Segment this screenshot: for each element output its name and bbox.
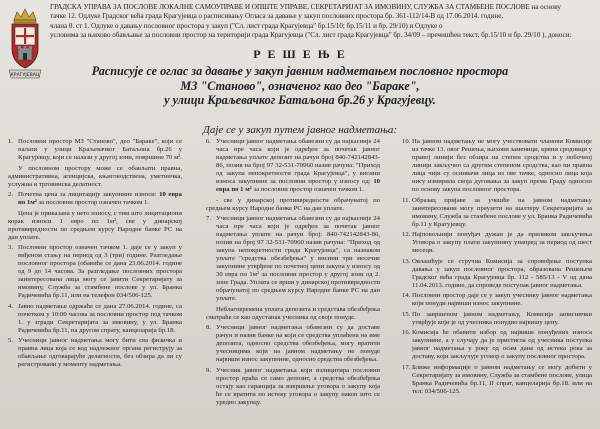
paragraph-number: 12. bbox=[402, 231, 411, 238]
paragraph-number: 14. bbox=[402, 292, 411, 299]
numbered-paragraph bbox=[206, 138, 380, 194]
paragraph-number: 11. bbox=[402, 196, 411, 204]
paragraph-number: 10. bbox=[402, 138, 411, 145]
paragraph-number: 4. bbox=[8, 302, 14, 310]
decision-heading: Р Е Ш Е Њ Е bbox=[253, 47, 347, 61]
paragraph-number: 2. bbox=[8, 191, 14, 198]
title-line: у улици Краљевачког Батаљона бр.26 у Крагујевцу. bbox=[164, 93, 436, 107]
numbered-paragraph bbox=[8, 303, 182, 335]
header-line: ГРАДСКА УПРАВА ЗА ПОСЛОВЕ ЛОКАЛНЕ САМОУПРАВЕ И ОПШТЕ УПРАВЕ, СЕКРЕТАРИЈАТ ЗА ИМОВИНУ, СЛУЖБА ЗА СТАМБЕНЕ ПОСЛОВЕ на основу bbox=[50, 3, 561, 11]
paragraph-number: 13. bbox=[402, 257, 411, 265]
header-line: члана 8. ст 1. Одлуке о давању пословног простора у закуп ("Сл. лист града Крагујевца" бр.15/10; бр.15/11 и бр. 29/10) и Одлуке о bbox=[50, 21, 443, 30]
kragujevac-coat-of-arms bbox=[6, 6, 44, 82]
numbered-paragraph bbox=[206, 215, 380, 303]
paragraph-text: Најповољнији понуђач дужан је да приликом закључења Уговора о закупу плати закупнину унапред за период од шест месеци. bbox=[412, 231, 592, 254]
numbered-paragraph bbox=[8, 191, 182, 207]
numbered-paragraph bbox=[8, 244, 182, 300]
numbered-paragraph bbox=[402, 329, 592, 361]
paragraph bbox=[206, 306, 380, 322]
paragraph-text: Почетна цена за лицитацију закупнине износи: bbox=[18, 191, 157, 198]
paragraph-number: 5. bbox=[8, 337, 14, 344]
paragraph bbox=[206, 197, 380, 213]
numbered-paragraph bbox=[8, 138, 182, 162]
paragraph-text: Учесници јавног надметања могу бити сва физичка и правна лица која се код надлежног органа региструју за обављање одговарајуће делатности, без обзира да ли су регистровани у моменту надметања. bbox=[18, 337, 182, 368]
numbered-paragraph bbox=[206, 324, 380, 364]
title-line: Расписује се оглас за давање у закуп јавним надметањем пословног простора bbox=[91, 64, 509, 78]
price-highlight: 10 евра по 1м² bbox=[18, 191, 182, 206]
numbered-paragraph bbox=[402, 258, 592, 290]
numbered-paragraph bbox=[206, 367, 380, 407]
paragraph-text: Учесници јавног надметања обавезни су да најкасније 24 часа пре часа који је одређен за почетак јавног надметања уплате депозит на рачун број 840-742142843-86, позив на број 97 32-531-70960 назив рачуна: "Приход од закупа непокретности града Крагујевца", у висини износа закупнине за пословни простор у износу од: bbox=[216, 138, 380, 185]
paragraph-number: 6. bbox=[206, 138, 212, 145]
notice-title bbox=[60, 64, 540, 108]
numbered-paragraph bbox=[402, 197, 592, 229]
numbered-paragraph bbox=[402, 292, 592, 308]
notice-body bbox=[8, 138, 596, 429]
paragraph-number: 1. bbox=[8, 138, 14, 145]
numbered-paragraph bbox=[402, 138, 592, 194]
header-line: условима за њихово обављање за пословни простор на територији града Крагујевца ("Сл. лист града Крагујевца" бр. 34/09 – пречишћен текст, бр.15/10 и бр. 29/10 ), доноси: bbox=[50, 31, 572, 40]
paragraph-text: Ближе информације о јавном надметању се могу добити у Секретаријату за имовину, Служба за стамбене послове, улица Бранка Радичевића бр.11, II спрат, канцеларија бр.18. или на тел: 034/506-125. bbox=[412, 363, 592, 395]
paragraph bbox=[8, 210, 182, 242]
paragraph-text: Неблаговремена уплата депозита и средстава обезбеђења сматраће се као одустанак учесника од своје понуде. bbox=[206, 305, 380, 321]
paragraph-text: У пословном простору може се обављати правна, административна, агенцијска, књиговодствена, уметничка, услужна и трговинска делатност. bbox=[8, 164, 182, 188]
paragraph-number: 8. bbox=[206, 324, 212, 331]
numbered-paragraph bbox=[402, 364, 592, 396]
paragraph-tail: за пословни простор означен тачком 1. bbox=[38, 199, 150, 206]
paragraph-text: - све у динарској противвредности обрачунатој по средњем курсу Народне банке РС на дан уплате. bbox=[206, 196, 380, 212]
paragraph-text: Учесници јавног надметања обавезни су да најкасније 24 часа пре часа који је одређен за почетак јавног надметања уплате на рачун број: 840-742142843-86, позив на број 97 32-531-70960 назив рачуна: "Приход од закупа непокретности града Крагујевца", са назнаком уплате "средства обезбеђења" у висини три месечне закупнине утврђене по почетној цени закупа у износу од 30 евра по 1м² за пословни простор у другој зони од 2. зоне Града. Уплата се врши у динарској противвредности обрачунатој по средњем курсу Народне банке РС на дан уплате. bbox=[216, 215, 380, 302]
notice-subtitle: Даје се у закуп путем јавног надметања: bbox=[202, 124, 398, 136]
paragraph-number: 17. bbox=[402, 363, 411, 371]
paragraph-text: Цена је приказана у нето износу, с тим што лицитациони корак износи 1 евро по 1м², све у динарској противвредности по средњем курсу Народне банке РС на дан уплате. bbox=[8, 209, 182, 241]
paragraph-text: Пословни простор МЗ "Станово", део "Баракe", који се налази у улици Краљевачког Батаљона бр.26 у Крагујевцу, који се налази у другој зони, површине 70 м². bbox=[18, 138, 182, 161]
paragraph-number: 9. bbox=[206, 366, 212, 374]
paragraph-number: 16. bbox=[402, 329, 411, 336]
column-right bbox=[402, 138, 592, 429]
price-highlight: 10 евра по 1 м² bbox=[216, 178, 380, 193]
paragraph-text: Јавно надметање одржаће се дана 27.06.2014. године, са почетком у 10:00 часова за пословни простор под тачком 1. у згради Секретаријата за имовину, у ул. Бранка Радичевића бр.11, на другом спрату, канцеларија бр.18. bbox=[18, 302, 182, 334]
numbered-paragraph bbox=[402, 231, 592, 255]
paragraph-text: Пословни простор даје се у закуп учеснику јавног надметања који понуди највиши износ закупнине. bbox=[412, 292, 592, 307]
paragraph-text: Учесник јавног надметања који излицитира пословни простор враћа се само депозит, а средства обезбеђења остају као гаранција за извршење уговора о закупу која ће се вратити по истеку уговора о закупу након што се уредно закупцу. bbox=[216, 366, 380, 406]
paragraph-text: Образац пријаве за учешће на јавном надметању заинтересовани могу преузети на шалтеру Секретаријата за имовину, Служба за стамбене послове у ул. Бранка Радичевића бр.11 у Крагујевцу. bbox=[412, 196, 592, 228]
paragraph-number: 3. bbox=[8, 244, 14, 251]
coat-of-arms-icon bbox=[6, 6, 44, 82]
paragraph-text: Пословни простор означен тачком 1. даје се у закуп у виђеном стању на период од 3 (три) године. Разгледање пословног простора (обавиће се дана 23.06.2014. године од 9 до 14 часова. За разгледање пословних простора заинтересована лица могу се јавити Секретаријату за имовину, Служба за стамбене послове у ул. Бранка Радичевића бр.11, или на телефон 034/506-125. bbox=[18, 244, 182, 299]
paragraph-text: По завршеном јавном надметању, Комисија записнички утврђује који је од учесника понудио највишу цену. bbox=[412, 310, 592, 326]
paragraph-tail: за пословни простор означен тачком 1. bbox=[253, 186, 364, 193]
paragraph-text: Учесници јавног надметања обавезни су да доставе рачун и назив банке на који се средства уплаћена на име депозита, односно средства обезбеђења, могу вратити учесницима који на јавном надметању не понуде највиши износ закупнине, односно средства обезбеђења. bbox=[216, 324, 380, 363]
header-line: тачке 12. Одлуке Градског већа града Крагујевца о расписивању Огласа за давање у закуп пословних простора бр. 361-112/14-В од 17.06.2014. године, bbox=[50, 12, 504, 21]
numbered-paragraph bbox=[402, 311, 592, 327]
svg-text:КРАГУЈЕВАЦ: КРАГУЈЕВАЦ bbox=[10, 73, 40, 79]
column-middle bbox=[206, 138, 380, 429]
notice-header bbox=[50, 3, 598, 41]
title-line: МЗ "Станово", означеног као део "Баракe", bbox=[180, 78, 420, 93]
paragraph-text: На јавном надметању не могу учествовати чланови Комисије из тачке 13. овог Решења, њихови заменици, крвни сродници у правој линији без обзира на степен сродства и у побочној линији закључно са другим степеном сродства, као ни правна лица чији су оснивачи лица из ове тачке, односно лица која нису измирила своја дуговања за закуп према Граду односно по основу закупа пословног простора. bbox=[412, 138, 592, 193]
paragraph bbox=[8, 165, 182, 189]
paragraph-number: 7. bbox=[206, 215, 212, 222]
numbered-paragraph bbox=[8, 337, 182, 369]
paragraph-text: Комисија ће обавити избор од највише понуђених износа закупнине, а у случају да је пристигла од учесника поступка јавног надметања у року од осам дана од истека рока за доставу, који закључује уговор о закупу пословног простора. bbox=[412, 329, 592, 360]
paragraph-number: 15. bbox=[402, 310, 411, 318]
paragraph-text: Овлашћује се стручна Комисија за спровођење поступка давања у закуп пословног простора, образована Решењем Градског већа града Крагујевца бр. 112 - 585/13 - V од дана 11.04.2013. године, да спроведе поступак јавног надметања. bbox=[412, 257, 592, 289]
column-left bbox=[8, 138, 182, 429]
